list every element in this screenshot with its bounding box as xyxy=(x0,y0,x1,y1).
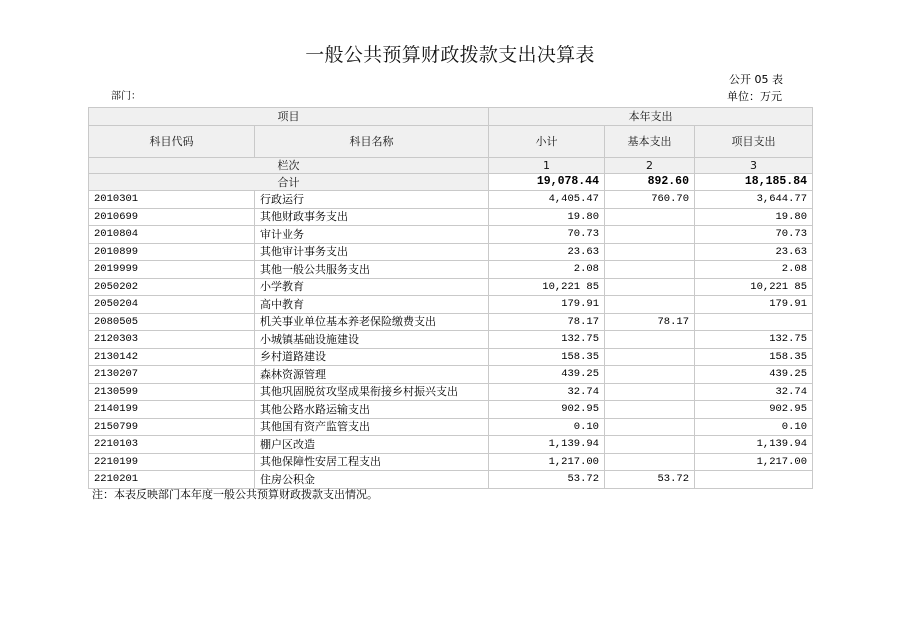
total-row xyxy=(89,174,813,191)
column-number-label: 栏次 xyxy=(89,158,489,174)
subject-code-cell: 2080505 xyxy=(89,313,255,331)
subtotal-cell: 19.80 xyxy=(489,208,605,226)
subject-name-cell: 行政运行 xyxy=(255,191,489,209)
subject-code-cell: 2210199 xyxy=(89,453,255,471)
basic-expenditure-cell xyxy=(605,278,695,296)
column-number-3: 3 xyxy=(695,158,813,174)
basic-expenditure-cell xyxy=(605,436,695,454)
table-row xyxy=(89,331,813,349)
basic-expenditure-cell xyxy=(605,453,695,471)
column-number-1: 1 xyxy=(489,158,605,174)
basic-expenditure-cell xyxy=(605,261,695,279)
header-subtotal: 小计 xyxy=(489,126,605,158)
subject-name-cell: 其他巩固脱贫攻坚成果衔接乡村振兴支出 xyxy=(255,383,489,401)
project-expenditure-cell: 2.08 xyxy=(695,261,813,279)
table-row xyxy=(89,208,813,226)
subject-code-cell: 2010699 xyxy=(89,208,255,226)
footnote: 注：本表反映部门本年度一般公共预算财政拨款支出情况。 xyxy=(92,488,378,501)
basic-expenditure-cell xyxy=(605,226,695,244)
table-row xyxy=(89,348,813,366)
table-row xyxy=(89,296,813,314)
project-expenditure-cell: 3,644.77 xyxy=(695,191,813,209)
total-subtotal: 19,078.44 xyxy=(489,174,605,191)
project-expenditure-cell xyxy=(695,313,813,331)
subtotal-cell: 2.08 xyxy=(489,261,605,279)
subtotal-cell: 32.74 xyxy=(489,383,605,401)
subject-name-cell: 其他公路水路运输支出 xyxy=(255,401,489,419)
project-expenditure-cell: 158.35 xyxy=(695,348,813,366)
basic-expenditure-cell xyxy=(605,418,695,436)
project-expenditure-cell: 179.91 xyxy=(695,296,813,314)
subject-name-cell: 其他国有资产监管支出 xyxy=(255,418,489,436)
basic-expenditure-cell xyxy=(605,383,695,401)
table-row xyxy=(89,401,813,419)
header-subject-code: 科目代码 xyxy=(89,126,255,158)
subject-code-cell: 2010899 xyxy=(89,243,255,261)
subtotal-cell: 132.75 xyxy=(489,331,605,349)
project-expenditure-cell: 1,217.00 xyxy=(695,453,813,471)
subject-code-cell: 2130599 xyxy=(89,383,255,401)
project-expenditure-cell: 10,221 85 xyxy=(695,278,813,296)
project-expenditure-cell: 439.25 xyxy=(695,366,813,384)
subject-code-cell: 2050204 xyxy=(89,296,255,314)
subject-name-cell: 其他财政事务支出 xyxy=(255,208,489,226)
table-row xyxy=(89,383,813,401)
project-expenditure-cell: 0.10 xyxy=(695,418,813,436)
subtotal-cell: 4,405.47 xyxy=(489,191,605,209)
table-row xyxy=(89,313,813,331)
subject-name-cell: 小城镇基础设施建设 xyxy=(255,331,489,349)
unit-label: 单位：万元 xyxy=(727,90,782,103)
subtotal-cell: 53.72 xyxy=(489,471,605,489)
project-expenditure-cell: 19.80 xyxy=(695,208,813,226)
basic-expenditure-cell xyxy=(605,296,695,314)
table-row xyxy=(89,191,813,209)
subtotal-cell: 0.10 xyxy=(489,418,605,436)
project-expenditure-cell xyxy=(695,471,813,489)
subject-code-cell: 2210201 xyxy=(89,471,255,489)
table-row xyxy=(89,261,813,279)
subtotal-cell: 902.95 xyxy=(489,401,605,419)
subject-name-cell: 审计业务 xyxy=(255,226,489,244)
project-expenditure-cell: 32.74 xyxy=(695,383,813,401)
header-row-groups xyxy=(89,108,813,126)
table-row xyxy=(89,366,813,384)
subject-code-cell: 2010301 xyxy=(89,191,255,209)
basic-expenditure-cell: 53.72 xyxy=(605,471,695,489)
basic-expenditure-cell xyxy=(605,243,695,261)
table-row xyxy=(89,226,813,244)
subtotal-cell: 10,221 85 xyxy=(489,278,605,296)
subject-code-cell: 2010804 xyxy=(89,226,255,244)
form-number: 公开 05 表 xyxy=(729,73,783,86)
subject-code-cell: 2120303 xyxy=(89,331,255,349)
table-row xyxy=(89,436,813,454)
subject-code-cell: 2150799 xyxy=(89,418,255,436)
project-expenditure-cell: 902.95 xyxy=(695,401,813,419)
subject-code-cell: 2210103 xyxy=(89,436,255,454)
subject-name-cell: 乡村道路建设 xyxy=(255,348,489,366)
basic-expenditure-cell xyxy=(605,331,695,349)
subject-name-cell: 机关事业单位基本养老保险缴费支出 xyxy=(255,313,489,331)
subtotal-cell: 179.91 xyxy=(489,296,605,314)
project-expenditure-cell: 70.73 xyxy=(695,226,813,244)
table-row xyxy=(89,453,813,471)
subject-code-cell: 2019999 xyxy=(89,261,255,279)
subtotal-cell: 70.73 xyxy=(489,226,605,244)
basic-expenditure-cell: 760.70 xyxy=(605,191,695,209)
subtotal-cell: 23.63 xyxy=(489,243,605,261)
subject-name-cell: 住房公积金 xyxy=(255,471,489,489)
project-expenditure-cell: 1,139.94 xyxy=(695,436,813,454)
subtotal-cell: 1,139.94 xyxy=(489,436,605,454)
subject-name-cell: 高中教育 xyxy=(255,296,489,314)
header-current-year-expenditure: 本年支出 xyxy=(489,108,813,126)
subject-code-cell: 2130207 xyxy=(89,366,255,384)
table-row xyxy=(89,278,813,296)
basic-expenditure-cell xyxy=(605,401,695,419)
project-expenditure-cell: 132.75 xyxy=(695,331,813,349)
subtotal-cell: 158.35 xyxy=(489,348,605,366)
table-row xyxy=(89,243,813,261)
total-project-expenditure: 18,185.84 xyxy=(695,174,813,191)
subtotal-cell: 1,217.00 xyxy=(489,453,605,471)
header-row-column-numbers xyxy=(89,158,813,174)
project-expenditure-cell: 23.63 xyxy=(695,243,813,261)
basic-expenditure-cell xyxy=(605,348,695,366)
subject-name-cell: 森林资源管理 xyxy=(255,366,489,384)
header-project: 项目 xyxy=(89,108,489,126)
department-label: 部门： xyxy=(111,91,141,102)
subject-name-cell: 其他审计事务支出 xyxy=(255,243,489,261)
subtotal-cell: 439.25 xyxy=(489,366,605,384)
subject-name-cell: 其他保障性安居工程支出 xyxy=(255,453,489,471)
column-number-2: 2 xyxy=(605,158,695,174)
subject-name-cell: 其他一般公共服务支出 xyxy=(255,261,489,279)
header-subject-name: 科目名称 xyxy=(255,126,489,158)
table-row xyxy=(89,418,813,436)
header-project-expenditure: 项目支出 xyxy=(695,126,813,158)
basic-expenditure-cell xyxy=(605,208,695,226)
basic-expenditure-cell xyxy=(605,366,695,384)
header-basic-expenditure: 基本支出 xyxy=(605,126,695,158)
subject-code-cell: 2130142 xyxy=(89,348,255,366)
table-body xyxy=(89,191,813,489)
subject-name-cell: 棚户区改造 xyxy=(255,436,489,454)
total-basic-expenditure: 892.60 xyxy=(605,174,695,191)
subject-code-cell: 2050202 xyxy=(89,278,255,296)
table-row xyxy=(89,471,813,489)
basic-expenditure-cell: 78.17 xyxy=(605,313,695,331)
expenditure-table xyxy=(88,107,813,489)
subtotal-cell: 78.17 xyxy=(489,313,605,331)
subject-code-cell: 2140199 xyxy=(89,401,255,419)
total-label: 合计 xyxy=(89,174,489,191)
subject-name-cell: 小学教育 xyxy=(255,278,489,296)
page-title: 一般公共预算财政拨款支出决算表 xyxy=(305,44,595,66)
header-row-columns xyxy=(89,126,813,158)
